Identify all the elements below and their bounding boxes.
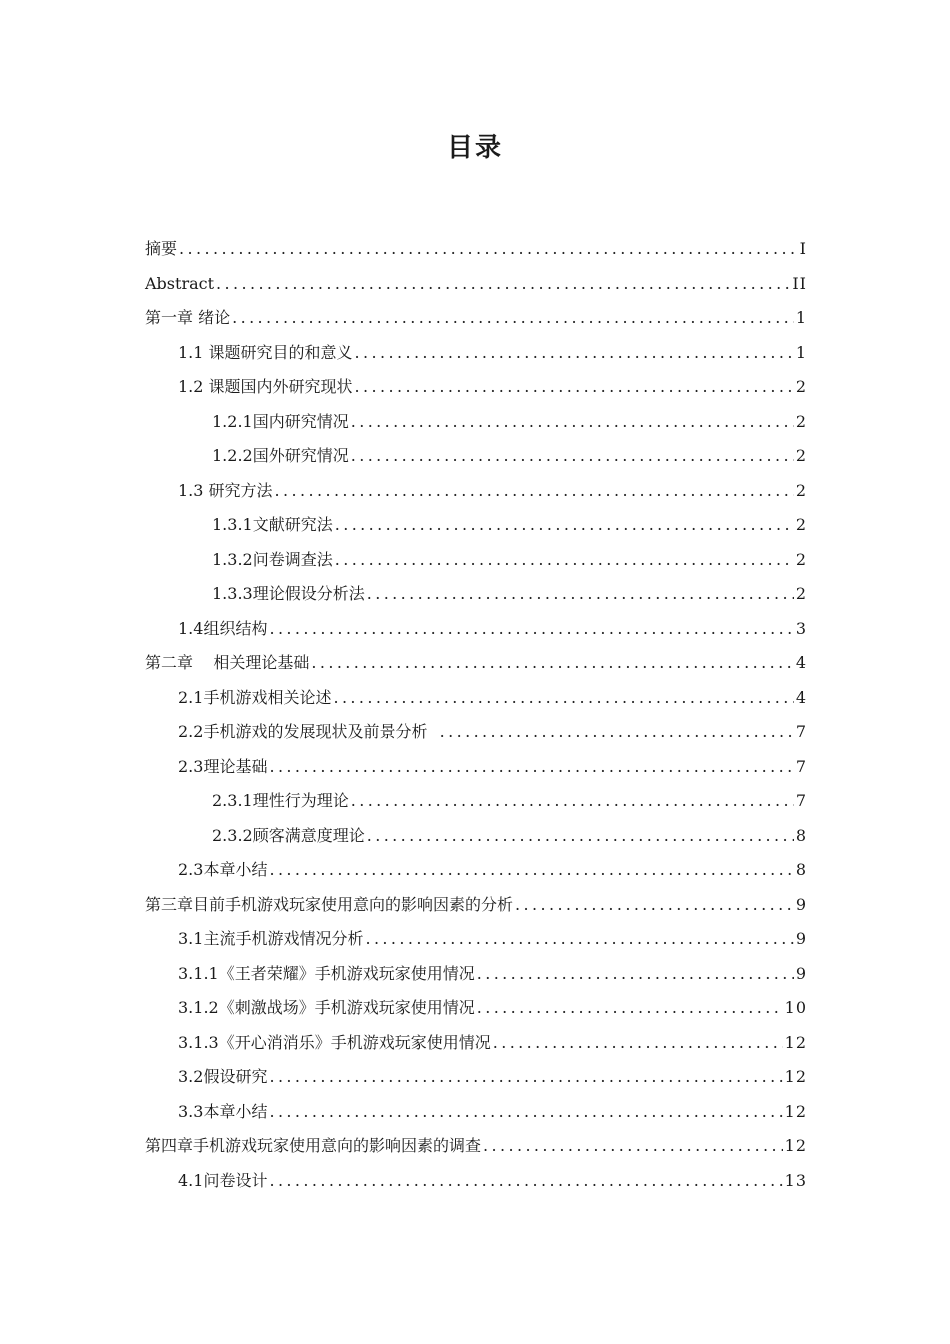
toc-dot-leader	[477, 957, 794, 992]
toc-entry[interactable]	[145, 888, 807, 923]
toc-dot-leader	[440, 715, 794, 750]
toc-entry-page: 12	[784, 1101, 807, 1121]
toc-entry-label: Abstract	[145, 273, 215, 293]
toc-entry-label: 第一章 绪论	[145, 308, 231, 327]
toc-entry[interactable]	[145, 405, 807, 440]
toc-entry[interactable]	[145, 784, 807, 819]
toc-entry[interactable]	[145, 646, 807, 681]
toc-entry[interactable]	[145, 750, 807, 785]
toc-entry-page: 2	[795, 411, 807, 431]
toc-entry[interactable]	[145, 474, 807, 509]
toc-entry-label: 1.1 课题研究目的和意义	[178, 342, 353, 362]
toc-entry-label: 1.3.3理论假设分析法	[212, 584, 365, 603]
toc-dot-leader	[477, 991, 783, 1026]
toc-entry[interactable]	[145, 1129, 807, 1164]
toc-entry-page: 2	[795, 549, 807, 569]
toc-entry-page: 1	[795, 308, 807, 327]
toc-dot-leader	[269, 1095, 782, 1130]
toc-entry-page: 2	[795, 584, 807, 603]
toc-entry-page: 8	[795, 860, 807, 879]
toc-entry[interactable]	[145, 301, 807, 336]
toc-entry-page: 2	[795, 480, 807, 500]
toc-entry[interactable]	[145, 681, 807, 716]
toc-dot-leader	[355, 336, 794, 371]
toc-entry[interactable]	[145, 1060, 807, 1095]
toc-dot-leader	[269, 750, 793, 785]
toc-dot-leader	[351, 405, 794, 440]
toc-entry-page: 12	[784, 1067, 807, 1086]
toc-dot-leader	[269, 612, 793, 647]
toc-entry-label: 3.1.1《王者荣耀》手机游戏玩家使用情况	[178, 963, 475, 983]
toc-entry-page: 7	[795, 791, 807, 810]
toc-dot-leader	[232, 301, 794, 336]
toc-entry-page: 2	[795, 377, 807, 396]
toc-dot-leader	[335, 543, 794, 578]
toc-entry[interactable]	[145, 853, 807, 888]
toc-entry-label: 第四章手机游戏玩家使用意向的影响因素的调查	[145, 1136, 482, 1155]
toc-entry[interactable]	[145, 370, 807, 405]
toc-entry-page: 7	[795, 722, 807, 741]
toc-dot-leader	[351, 439, 794, 474]
toc-entry-label: 3.3本章小结	[178, 1101, 268, 1121]
toc-dot-leader	[355, 370, 794, 405]
toc-entry-page: 3	[795, 618, 807, 638]
toc-entry-label: 1.3.1文献研究法	[212, 515, 333, 534]
toc-entry-page: II	[792, 273, 807, 293]
toc-entry[interactable]	[145, 267, 807, 302]
toc-entry-page: 4	[795, 687, 807, 707]
toc-entry[interactable]	[145, 957, 807, 992]
toc-entry-page: 12	[784, 1136, 807, 1155]
toc-dot-leader	[515, 888, 794, 923]
toc-entry-label: 1.4组织结构	[178, 618, 268, 638]
toc-entry[interactable]	[145, 1026, 807, 1061]
toc-entry-page: 1	[795, 342, 807, 362]
toc-entry[interactable]	[145, 922, 807, 957]
toc-entry-page: 9	[795, 963, 807, 983]
toc-dot-leader	[179, 232, 798, 267]
toc-entry[interactable]	[145, 819, 807, 854]
toc-entry-label: 1.2 课题国内外研究现状	[178, 377, 353, 396]
toc-entry-label: 3.2假设研究	[178, 1067, 268, 1086]
toc-entry-page: 12	[784, 1032, 807, 1052]
toc-entry-label: 摘要	[145, 239, 178, 258]
toc-dot-leader	[365, 922, 793, 957]
toc-entry-page: 2	[795, 446, 807, 465]
toc-dot-leader	[311, 646, 793, 681]
toc-dot-leader	[275, 474, 794, 509]
toc-entry[interactable]	[145, 508, 807, 543]
toc-entry[interactable]	[145, 232, 807, 267]
toc-dot-leader	[269, 853, 793, 888]
toc-dot-leader	[367, 819, 794, 854]
toc-entry-page: I	[799, 239, 807, 258]
toc-entry[interactable]	[145, 1095, 807, 1130]
toc-entry[interactable]	[145, 991, 807, 1026]
toc-entry-label: 2.3.1理性行为理论	[212, 791, 349, 810]
toc-dot-leader	[351, 784, 794, 819]
toc-entry-label: 3.1.2《刺激战场》手机游戏玩家使用情况	[178, 998, 475, 1017]
toc-entry-page: 9	[795, 929, 807, 948]
toc-dot-leader	[269, 1060, 782, 1095]
toc-entry[interactable]	[145, 543, 807, 578]
toc-entry-label: 2.1手机游戏相关论述	[178, 687, 332, 707]
toc-entry-page: 7	[795, 756, 807, 776]
toc-entry-label: 2.3.2顾客满意度理论	[212, 825, 365, 845]
toc-entry-label: 3.1.3《开心消消乐》手机游戏玩家使用情况	[178, 1032, 491, 1052]
toc-entry-label: 第二章 相关理论基础	[145, 653, 310, 672]
toc-entry[interactable]	[145, 1164, 807, 1199]
toc-entry-label: 2.2手机游戏的发展现状及前景分析	[178, 722, 438, 741]
toc-entry[interactable]	[145, 336, 807, 371]
toc-entry[interactable]	[145, 439, 807, 474]
toc-entry-label: 1.3 研究方法	[178, 480, 273, 500]
toc-dot-leader	[269, 1164, 782, 1199]
toc-entry-page: 2	[795, 515, 807, 534]
toc-entry-page: 13	[784, 1170, 807, 1190]
toc-dot-leader	[493, 1026, 783, 1061]
toc-entry-label: 1.2.1国内研究情况	[212, 411, 349, 431]
toc-entry-label: 1.2.2国外研究情况	[212, 446, 349, 465]
toc-dot-leader	[335, 508, 794, 543]
toc-entry-label: 4.1问卷设计	[178, 1170, 268, 1190]
toc-dot-leader	[333, 681, 793, 716]
toc-entry-label: 2.3理论基础	[178, 756, 268, 776]
toc-entry[interactable]	[145, 715, 807, 750]
toc-entry-label: 3.1主流手机游戏情况分析	[178, 929, 364, 948]
toc-entry-label: 2.3本章小结	[178, 860, 268, 879]
table-of-contents	[145, 232, 807, 1198]
toc-entry-page: 10	[784, 998, 807, 1017]
toc-entry-page: 9	[795, 894, 807, 914]
toc-dot-leader	[216, 267, 790, 302]
toc-entry-label: 第三章目前手机游戏玩家使用意向的影响因素的分析	[145, 894, 514, 914]
toc-title: 目录	[446, 133, 503, 163]
toc-dot-leader	[367, 577, 794, 612]
toc-entry[interactable]	[145, 577, 807, 612]
toc-entry-page: 8	[795, 825, 807, 845]
toc-entry[interactable]	[145, 612, 807, 647]
toc-dot-leader	[483, 1129, 783, 1164]
toc-entry-page: 4	[795, 653, 807, 672]
toc-entry-label: 1.3.2问卷调查法	[212, 549, 333, 569]
